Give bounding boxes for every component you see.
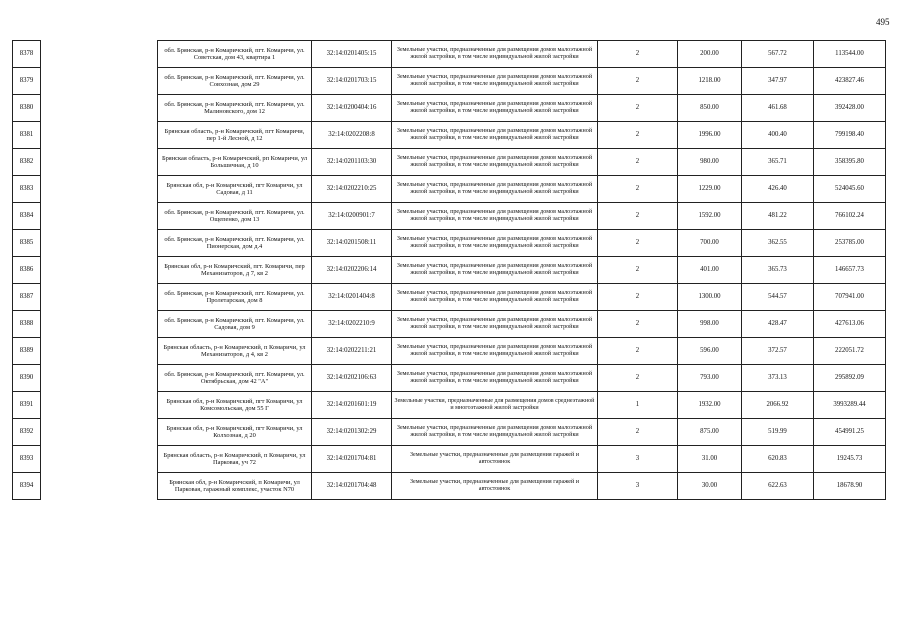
land-use-cell: Земельные участки, предназначенные для размещения домов малоэтажной жилой застройки, в том числе индивидуальной жилой застройки xyxy=(392,41,598,68)
specific-value-cell: 400.40 xyxy=(742,122,814,149)
spacer-cell xyxy=(41,284,158,311)
spacer-cell xyxy=(41,41,158,68)
specific-value-cell: 365.73 xyxy=(742,257,814,284)
row-number-cell: 8388 xyxy=(13,311,41,338)
table-row xyxy=(13,68,886,95)
area-cell: 31.00 xyxy=(678,446,742,473)
table-row xyxy=(13,149,886,176)
address-cell: обл. Брянская, р-н Комаричский, пгт. Комаричи, ул. Советская, дом 43, квартира 1 xyxy=(158,41,312,68)
address-cell: обл. Брянская, р-н Комаричский, пгт. Комаричи, ул. Пролетарская, дом 8 xyxy=(158,284,312,311)
land-use-cell: Земельные участки, предназначенные для размещения домов малоэтажной жилой застройки, в том числе индивидуальной жилой застройки xyxy=(392,419,598,446)
specific-value-cell: 2066.92 xyxy=(742,392,814,419)
spacer-cell xyxy=(41,68,158,95)
cadastral-number-cell: 32:14:0200901:7 xyxy=(312,203,392,230)
row-number-cell: 8382 xyxy=(13,149,41,176)
row-number-cell: 8390 xyxy=(13,365,41,392)
group-cell: 2 xyxy=(598,41,678,68)
cadastral-value-cell: 19245.73 xyxy=(814,446,886,473)
row-number-cell: 8386 xyxy=(13,257,41,284)
cadastral-number-cell: 32:14:0201704:81 xyxy=(312,446,392,473)
area-cell: 850.00 xyxy=(678,95,742,122)
specific-value-cell: 620.83 xyxy=(742,446,814,473)
address-cell: Брянская обл, р-н Комаричский, пгт. Комаричи, пер Механизаторов, д 7, кв 2 xyxy=(158,257,312,284)
table-row xyxy=(13,41,886,68)
area-cell: 1592.00 xyxy=(678,203,742,230)
group-cell: 2 xyxy=(598,257,678,284)
area-cell: 998.00 xyxy=(678,311,742,338)
address-cell: Брянская обл, р-н Комаричский, пгт Комаричи, ул Колхозная, д 20 xyxy=(158,419,312,446)
specific-value-cell: 347.97 xyxy=(742,68,814,95)
spacer-cell xyxy=(41,365,158,392)
land-use-cell: Земельные участки, предназначенные для размещения домов малоэтажной жилой застройки, в том числе индивидуальной жилой застройки xyxy=(392,122,598,149)
area-cell: 875.00 xyxy=(678,419,742,446)
specific-value-cell: 372.57 xyxy=(742,338,814,365)
cadastral-number-cell: 32:14:0201508:11 xyxy=(312,230,392,257)
spacer-cell xyxy=(41,257,158,284)
address-cell: Брянская обл, р-н Комаричский, пгт Комаричи, ул Садовая, д 11 xyxy=(158,176,312,203)
cadastral-number-cell: 32:14:0202210:9 xyxy=(312,311,392,338)
cadastral-number-cell: 32:14:0201404:8 xyxy=(312,284,392,311)
group-cell: 3 xyxy=(598,446,678,473)
cadastral-number-cell: 32:14:0202210:25 xyxy=(312,176,392,203)
table-row xyxy=(13,230,886,257)
cadastral-number-cell: 32:14:0202208:8 xyxy=(312,122,392,149)
land-use-cell: Земельные участки, предназначенные для размещения домов малоэтажной жилой застройки, в том числе индивидуальной жилой застройки xyxy=(392,176,598,203)
spacer-cell xyxy=(41,392,158,419)
address-cell: обл. Брянская, р-н Комаричский, пгт. Комаричи, ул. Малиновского, дом 12 xyxy=(158,95,312,122)
address-cell: Брянская область, р-н Комаричский, п Комаричи, ул Механизаторов, д 4, кв 2 xyxy=(158,338,312,365)
table-row xyxy=(13,122,886,149)
group-cell: 2 xyxy=(598,311,678,338)
table-row xyxy=(13,365,886,392)
row-number-cell: 8381 xyxy=(13,122,41,149)
specific-value-cell: 519.99 xyxy=(742,419,814,446)
row-number-cell: 8391 xyxy=(13,392,41,419)
area-cell: 200.00 xyxy=(678,41,742,68)
address-cell: Брянская обл, р-н Комаричский, п Комаричи, ул Парковая, гаражный комплекс, участок N70 xyxy=(158,473,312,500)
group-cell: 2 xyxy=(598,95,678,122)
spacer-cell xyxy=(41,473,158,500)
group-cell: 2 xyxy=(598,365,678,392)
spacer-cell xyxy=(41,419,158,446)
spacer-cell xyxy=(41,122,158,149)
area-cell: 1229.00 xyxy=(678,176,742,203)
area-cell: 700.00 xyxy=(678,230,742,257)
spacer-cell xyxy=(41,176,158,203)
group-cell: 2 xyxy=(598,68,678,95)
land-use-cell: Земельные участки, предназначенные для размещения домов малоэтажной жилой застройки, в том числе индивидуальной жилой застройки xyxy=(392,149,598,176)
cadastral-number-cell: 32:14:0201704:48 xyxy=(312,473,392,500)
specific-value-cell: 365.71 xyxy=(742,149,814,176)
area-cell: 1996.00 xyxy=(678,122,742,149)
cadastral-value-cell: 146657.73 xyxy=(814,257,886,284)
cadastral-value-cell: 427613.06 xyxy=(814,311,886,338)
specific-value-cell: 481.22 xyxy=(742,203,814,230)
row-number-cell: 8394 xyxy=(13,473,41,500)
cadastral-number-cell: 32:14:0201601:19 xyxy=(312,392,392,419)
area-cell: 1300.00 xyxy=(678,284,742,311)
group-cell: 2 xyxy=(598,338,678,365)
group-cell: 2 xyxy=(598,203,678,230)
specific-value-cell: 373.13 xyxy=(742,365,814,392)
cadastral-number-cell: 32:14:0201703:15 xyxy=(312,68,392,95)
address-cell: Брянская область, р-н Комаричский, рп Комаричи, ул Большичная, д 10 xyxy=(158,149,312,176)
specific-value-cell: 428.47 xyxy=(742,311,814,338)
address-cell: обл. Брянская, р-н Комаричский, пгт. Комаричи, ул. Садовая, дом 9 xyxy=(158,311,312,338)
table-row xyxy=(13,176,886,203)
table-row xyxy=(13,473,886,500)
spacer-cell xyxy=(41,446,158,473)
cadastral-value-cell: 222051.72 xyxy=(814,338,886,365)
table-row xyxy=(13,392,886,419)
cadastral-value-cell: 707941.00 xyxy=(814,284,886,311)
cadastral-value-cell: 454991.25 xyxy=(814,419,886,446)
cadastral-number-cell: 32:14:0201103:30 xyxy=(312,149,392,176)
address-cell: Брянская область, р-н Комаричский, п Комаричи, ул Парковая, уч 72 xyxy=(158,446,312,473)
group-cell: 2 xyxy=(598,419,678,446)
address-cell: обл. Брянская, р-н Комаричский, пгт. Комаричи, ул. Пионерская, дом д.4 xyxy=(158,230,312,257)
spacer-cell xyxy=(41,149,158,176)
row-number-cell: 8385 xyxy=(13,230,41,257)
cadastral-value-cell: 423827.46 xyxy=(814,68,886,95)
row-number-cell: 8389 xyxy=(13,338,41,365)
spacer-cell xyxy=(41,338,158,365)
land-use-cell: Земельные участки, предназначенные для размещения домов малоэтажной жилой застройки, в том числе индивидуальной жилой застройки xyxy=(392,311,598,338)
group-cell: 2 xyxy=(598,284,678,311)
cadastral-value-cell: 392428.00 xyxy=(814,95,886,122)
cadastral-value-cell: 358395.80 xyxy=(814,149,886,176)
page-number: 495 xyxy=(876,17,890,27)
land-use-cell: Земельные участки, предназначенные для размещения домов малоэтажной жилой застройки, в том числе индивидуальной жилой застройки xyxy=(392,95,598,122)
address-cell: обл. Брянская, р-н Комаричский, пгт. Комаричи, ул. Октябрьская, дом 42 "А" xyxy=(158,365,312,392)
row-number-cell: 8392 xyxy=(13,419,41,446)
cadastral-value-cell: 3993289.44 xyxy=(814,392,886,419)
cadastral-number-cell: 32:14:0201302:29 xyxy=(312,419,392,446)
cadastral-number-cell: 32:14:0202206:14 xyxy=(312,257,392,284)
spacer-cell xyxy=(41,311,158,338)
land-use-cell: Земельные участки, предназначенные для размещения домов малоэтажной жилой застройки, в том числе индивидуальной жилой застройки xyxy=(392,257,598,284)
row-number-cell: 8379 xyxy=(13,68,41,95)
land-use-cell: Земельные участки, предназначенные для размещения домов малоэтажной жилой застройки, в том числе индивидуальной жилой застройки xyxy=(392,338,598,365)
land-use-cell: Земельные участки, предназначенные для размещения гаражей и автостоянок xyxy=(392,446,598,473)
cadastral-value-cell: 113544.00 xyxy=(814,41,886,68)
cadastral-value-cell: 766102.24 xyxy=(814,203,886,230)
area-cell: 1218.00 xyxy=(678,68,742,95)
specific-value-cell: 567.72 xyxy=(742,41,814,68)
area-cell: 980.00 xyxy=(678,149,742,176)
table-row xyxy=(13,203,886,230)
land-use-cell: Земельные участки, предназначенные для размещения гаражей и автостоянок xyxy=(392,473,598,500)
cadastral-value-cell: 295892.09 xyxy=(814,365,886,392)
row-number-cell: 8393 xyxy=(13,446,41,473)
table-row xyxy=(13,338,886,365)
land-use-cell: Земельные участки, предназначенные для размещения домов малоэтажной жилой застройки, в том числе индивидуальной жилой застройки xyxy=(392,284,598,311)
area-cell: 401.00 xyxy=(678,257,742,284)
specific-value-cell: 544.57 xyxy=(742,284,814,311)
spacer-cell xyxy=(41,203,158,230)
table-row xyxy=(13,419,886,446)
group-cell: 2 xyxy=(598,149,678,176)
row-number-cell: 8383 xyxy=(13,176,41,203)
specific-value-cell: 362.55 xyxy=(742,230,814,257)
table-row xyxy=(13,284,886,311)
group-cell: 2 xyxy=(598,122,678,149)
land-use-cell: Земельные участки, предназначенные для размещения домов малоэтажной жилой застройки, в том числе индивидуальной жилой застройки xyxy=(392,230,598,257)
cadastral-number-cell: 32:14:0201405:15 xyxy=(312,41,392,68)
spacer-cell xyxy=(41,95,158,122)
group-cell: 3 xyxy=(598,473,678,500)
row-number-cell: 8387 xyxy=(13,284,41,311)
group-cell: 2 xyxy=(598,230,678,257)
specific-value-cell: 461.68 xyxy=(742,95,814,122)
cadastral-value-cell: 524045.60 xyxy=(814,176,886,203)
cadastral-value-cell: 18678.90 xyxy=(814,473,886,500)
area-cell: 793.00 xyxy=(678,365,742,392)
specific-value-cell: 426.40 xyxy=(742,176,814,203)
cadastral-number-cell: 32:14:0202211:21 xyxy=(312,338,392,365)
cadastral-value-cell: 253785.00 xyxy=(814,230,886,257)
group-cell: 2 xyxy=(598,176,678,203)
row-number-cell: 8384 xyxy=(13,203,41,230)
area-cell: 1932.00 xyxy=(678,392,742,419)
land-use-cell: Земельные участки, предназначенные для размещения домов среднеэтажной и многоэтажной жилой застройки xyxy=(392,392,598,419)
address-cell: Брянская обл, р-н Комаричский, пгт Комаричи, ул Комсомольская, дом 55 Г xyxy=(158,392,312,419)
group-cell: 1 xyxy=(598,392,678,419)
address-cell: Брянская область, р-н Комаричский, пгт Комаричи, пер 1-й Лесной, д 12 xyxy=(158,122,312,149)
land-use-cell: Земельные участки, предназначенные для размещения домов малоэтажной жилой застройки, в том числе индивидуальной жилой застройки xyxy=(392,365,598,392)
address-cell: обл. Брянская, р-н Комаричский, пгт. Комаричи, ул. Ощепенко, дом 13 xyxy=(158,203,312,230)
cadastral-number-cell: 32:14:0200404:16 xyxy=(312,95,392,122)
table-row xyxy=(13,311,886,338)
land-cadastral-value-table xyxy=(12,40,886,500)
cadastral-value-cell: 799198.40 xyxy=(814,122,886,149)
table-body xyxy=(13,41,886,500)
table-row xyxy=(13,446,886,473)
land-use-cell: Земельные участки, предназначенные для размещения домов малоэтажной жилой застройки, в том числе индивидуальной жилой застройки xyxy=(392,203,598,230)
table-row xyxy=(13,257,886,284)
area-cell: 596.00 xyxy=(678,338,742,365)
land-use-cell: Земельные участки, предназначенные для размещения домов малоэтажной жилой застройки, в том числе индивидуальной жилой застройки xyxy=(392,68,598,95)
specific-value-cell: 622.63 xyxy=(742,473,814,500)
spacer-cell xyxy=(41,230,158,257)
area-cell: 30.00 xyxy=(678,473,742,500)
cadastral-number-cell: 32:14:0202106:63 xyxy=(312,365,392,392)
row-number-cell: 8378 xyxy=(13,41,41,68)
row-number-cell: 8380 xyxy=(13,95,41,122)
address-cell: обл. Брянская, р-н Комаричский, пгт. Комаричи, ул. Совхозная, дом 29 xyxy=(158,68,312,95)
table-row xyxy=(13,95,886,122)
